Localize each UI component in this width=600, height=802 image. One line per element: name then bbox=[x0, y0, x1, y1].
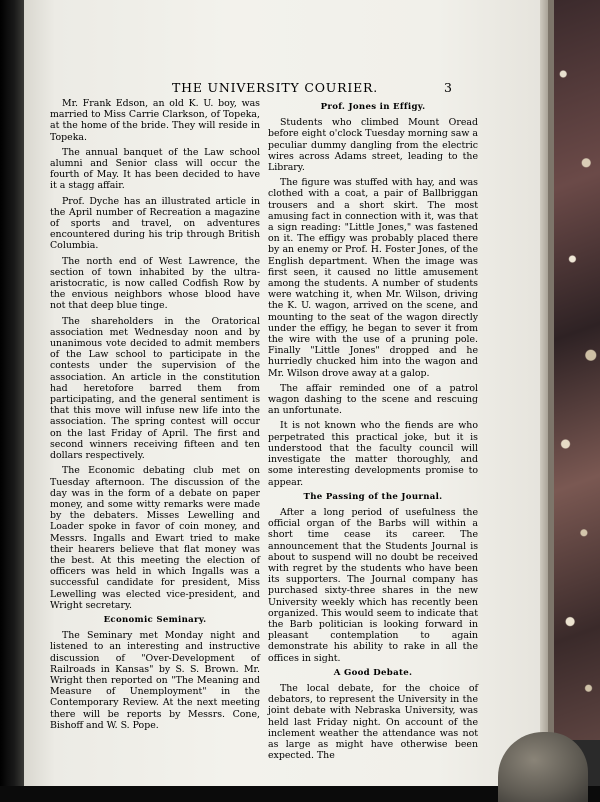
heading-good-debate: A Good Debate. bbox=[333, 667, 413, 678]
page-number: 3 bbox=[444, 80, 452, 95]
article-law-banquet: The annual banquet of the Law school alumni and Senior class will occur the fourth of May. It has been decided to have it a stagg affair. bbox=[50, 146, 260, 192]
marbled-endpaper bbox=[554, 0, 600, 740]
heading-passing-journal: The Passing of the Journal. bbox=[303, 491, 443, 502]
article-effigy-p4: It is not known who the fiends are who perpetrated this practical joke, but it is understood that the faculty council will investigate the matter thoroughly, and some interesting developments promise to appear. bbox=[268, 420, 478, 488]
heading-jones-effigy: Prof. Jones in Effigy. bbox=[320, 102, 426, 112]
article-dyche: Prof. Dyche has an illustrated article in the April number of Recreation a magazine of sports and travel, on adventures encountered during his trip through British Columbia. bbox=[50, 195, 260, 252]
heading-economic-seminary: Economic Seminary. bbox=[103, 614, 207, 625]
right-column bbox=[268, 98, 478, 765]
article-economic-club: The Economic debating club met on Tuesday afternoon. The discussion of the day was in the form of a debate on paper money, and some witty remarks were made by the debaters. Misses Lewelling and Loader spoke in favor of coin money, and Messrs. Ingalls and Ewart tried to make their hearers believe that flat money was the best. At this meeting the election of officers was held in which Ingalls was a successful candidate for president, Miss Lewelling was elected vice-president, and Wright secretary. bbox=[50, 465, 260, 611]
article-effigy-p1: Students who climbed Mount Oread before eight o'clock Tuesday morning saw a peculiar dummy dangling from the electric wires across Adams street, leading to the Library. bbox=[268, 117, 478, 174]
article-edson-wedding: Mr. Frank Edson, an old K. U. boy, was married to Miss Carrie Clarkson, of Topeka, at the home of the bride. They will reside in Topeka. bbox=[50, 98, 260, 143]
page-edge bbox=[540, 0, 548, 760]
article-journal: After a long period of usefulness the official organ of the Barbs will within a short time cease its career. The announcement that the Students Journal is about to suspend will no doubt be received with regret by the students who have been its supporters. The Journal company has purchased sixty-three shares in the new University weekly which has recently been organized. This would seem to indicate that the Barb politician is looking forward in pleasant contemplation to again demonstrate his ability to rake in all the offices in sight. bbox=[268, 506, 478, 664]
article-codfish-row: The north end of West Lawrence, the section of town inhabited by the ultra-aristocratic, is now called Codfish Row by the envious neighbors whose blood have not that deep blue tinge. bbox=[50, 255, 260, 312]
article-seminary: The Seminary met Monday night and listened to an interesting and instructive discussion of "Over-Development of Railroads in Kansas" by S. S. Brown. Mr. Wright then reported on "The Meaning and Measure of Unemployment" in the Contemporary Review. At the next meeting there will be reports by Messrs. Cone, Bishoff and W. S. Pope. bbox=[50, 630, 260, 731]
article-effigy-p2: The figure was stuffed with hay, and was clothed with a coat, a pair of Ballbriggan trousers and a short skirt. The most amusing fact in connection with it, was that a sign reading: "Little Jones," was fastened on it. The effigy was probably placed there by an enemy or Prof. H. Foster Jones, of the English department. When the image was first seen, it caused no little amusement among the students. A number of students were watching it, when Mr. Wilson, driving the K. U. wagon, arrived on the scene, and mounting to the seat of the wagon directly under the effigy, he began to sever it from the wire with the use of a pruning pole. Finally "Little Jones" dropped and he hurriedly chucked him into the wagon and Mr. Wilson drove away at a galop. bbox=[268, 177, 478, 379]
article-effigy-p3: The affair reminded one of a patrol wagon dashing to the scene and rescuing an unfortunate. bbox=[268, 382, 478, 417]
left-column bbox=[50, 98, 260, 735]
article-debate: The local debate, for the choice of debators, to represent the University in the joint debate with Nebraska University, was held last Friday night. On account of the inclement weather the attendance was not as large as might have otherwise been expected. The bbox=[268, 682, 478, 762]
article-oratorical: The shareholders in the Oratorical association met Wednesday noon and by unanimous vote decided to admit members of the Law school to participate in the contests under the supervision of the association. An article in the constitution had heretofore barred them from participating, and the general sentiment is that this move will infuse new life into the association. The spring contest will occur on the last Friday of April. The first and second winners receiving fifteen and ten dollars respectively. bbox=[50, 315, 260, 462]
running-header: THE UNIVERSITY COURIER. bbox=[172, 80, 378, 95]
book-gutter-shadow bbox=[0, 0, 24, 786]
